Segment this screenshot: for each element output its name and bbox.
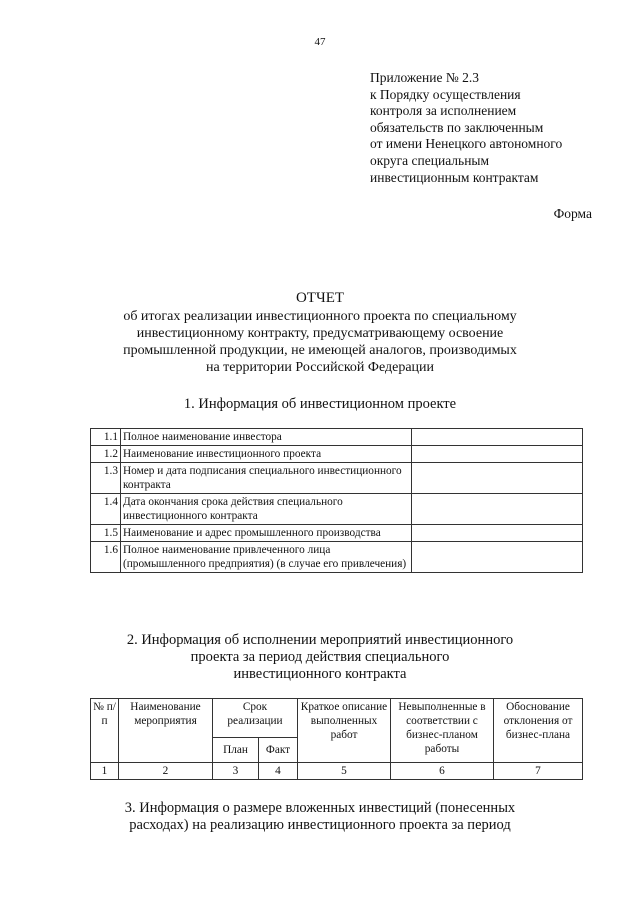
annex-block (370, 70, 562, 186)
heading-line: расходах) на реализацию инвестиционного проекта за период (129, 817, 511, 833)
title-line: промышленной продукции, не имеющей аналогов, производимых (123, 343, 517, 358)
project-info-table (90, 428, 583, 573)
table-row (91, 494, 583, 525)
row-value[interactable] (412, 542, 583, 573)
report-title (60, 290, 580, 376)
row-number: 1.4 (91, 494, 121, 525)
activities-table (90, 698, 583, 780)
title-line: на территории Российской Федерации (205, 360, 435, 375)
row-value[interactable] (412, 494, 583, 525)
header-term: Срок реализации (213, 699, 298, 738)
annex-line: инвестиционным контрактам (370, 169, 539, 185)
table-row (91, 463, 583, 494)
annex-line: контроля за исполнением (370, 103, 517, 119)
row-value[interactable] (412, 525, 583, 542)
header-fact: Факт (259, 738, 298, 763)
row-label: Полное наименование привлеченного лица (промышленного предприятия) (в случае его привлечения) (121, 542, 412, 573)
row-value[interactable] (412, 463, 583, 494)
title-line: об итогах реализации инвестиционного проекта по специальному (123, 309, 517, 324)
form-label: Форма (553, 206, 592, 221)
heading-line: 3. Информация о размере вложенных инвестиций (понесенных (124, 800, 516, 816)
row-number: 1.5 (91, 525, 121, 542)
row-label: Наименование инвестиционного проекта (121, 446, 412, 463)
table-header-row (91, 699, 583, 738)
row-number: 1.1 (91, 429, 121, 446)
heading-line: проекта за период действия специального (190, 649, 450, 665)
section3-heading (60, 800, 580, 834)
annex-line: от имени Ненецкого автономного (370, 136, 563, 152)
table-row (91, 525, 583, 542)
header-plan: План (213, 738, 259, 763)
annex-line: Приложение № 2.3 (370, 70, 479, 85)
row-label: Полное наименование инвестора (121, 429, 412, 446)
annex-line: к Порядку осуществления (370, 86, 521, 102)
column-number: 2 (119, 763, 213, 780)
table-row (91, 763, 583, 780)
annex-line: округа специальным (370, 152, 490, 168)
row-label: Наименование и адрес промышленного производства (121, 525, 412, 542)
section2-heading (60, 632, 580, 683)
row-number: 1.6 (91, 542, 121, 573)
table-row (91, 429, 583, 446)
title-line: инвестиционному контракту, предусматривающему освоение (136, 326, 504, 341)
row-value[interactable] (412, 429, 583, 446)
column-number: 7 (494, 763, 583, 780)
heading-line: инвестиционного контракта (233, 666, 407, 682)
table-row (91, 446, 583, 463)
header-name: Наименование мероприятия (119, 699, 213, 763)
column-number: 5 (298, 763, 391, 780)
column-number: 4 (259, 763, 298, 780)
header-num: № п/п (91, 699, 119, 763)
header-reason: Обоснование отклонения от бизнес-плана (494, 699, 583, 763)
column-number: 6 (391, 763, 494, 780)
row-label: Дата окончания срока действия специального инвестиционного контракта (121, 494, 412, 525)
annex-line: обязательств по заключенным (370, 119, 544, 135)
row-number: 1.3 (91, 463, 121, 494)
row-number: 1.2 (91, 446, 121, 463)
table-row (91, 542, 583, 573)
column-number: 1 (91, 763, 119, 780)
title-heading: ОТЧЕТ (295, 290, 345, 306)
row-value[interactable] (412, 446, 583, 463)
heading-line: 2. Информация об исполнении мероприятий инвестиционного (126, 632, 514, 648)
header-desc: Краткое описание выполненных работ (298, 699, 391, 763)
column-number: 3 (213, 763, 259, 780)
page-number: 47 (314, 36, 326, 48)
section1-heading: 1. Информация об инвестиционном проекте (183, 396, 457, 412)
header-unfulfilled: Невыполненные в соответствии с бизнес-планом работы (391, 699, 494, 763)
row-label: Номер и дата подписания специального инвестиционного контракта (121, 463, 412, 494)
